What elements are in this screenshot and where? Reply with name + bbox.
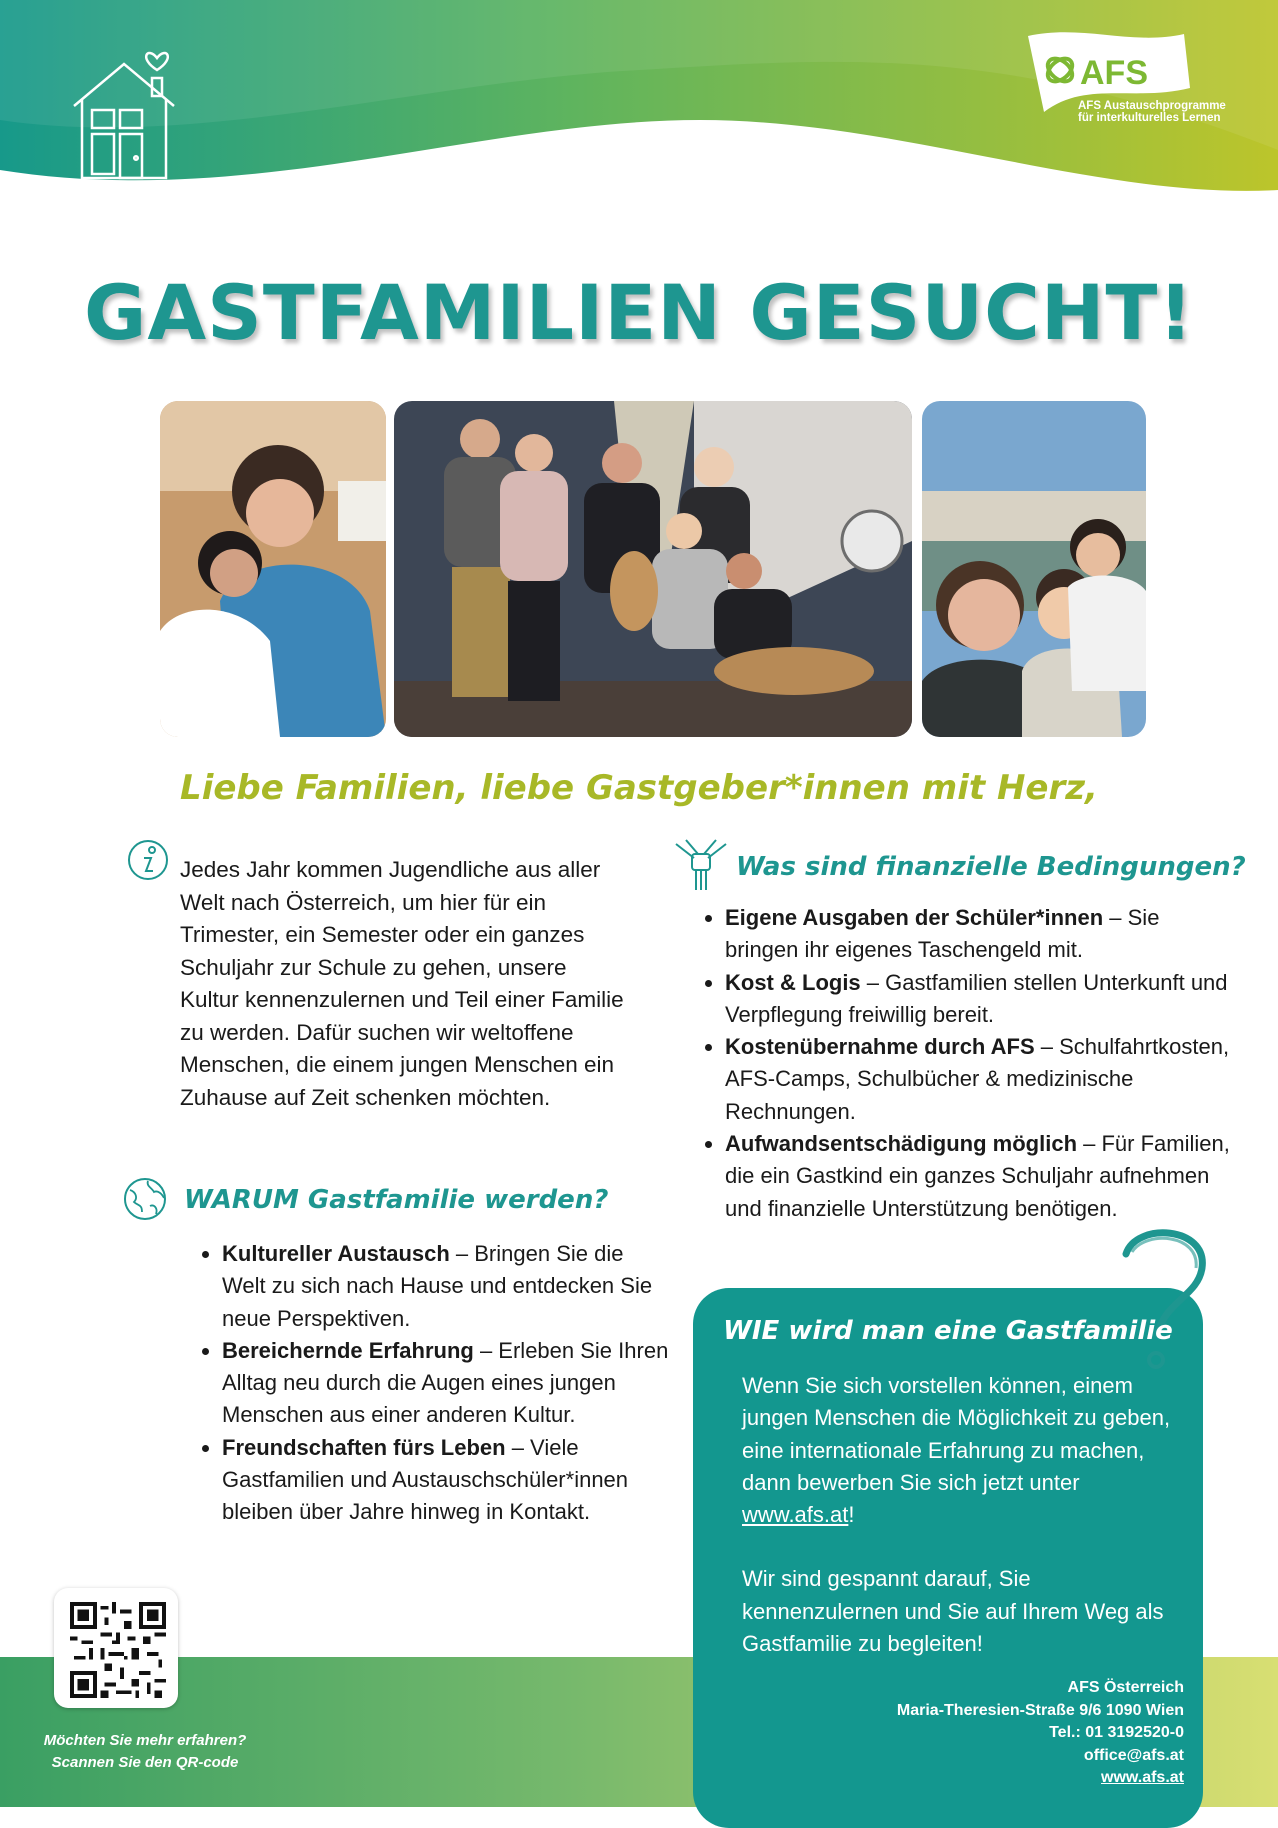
photo-host-family-group bbox=[394, 401, 912, 737]
why-heading: WARUM Gastfamilie werden? bbox=[184, 1185, 609, 1215]
finance-heading: Was sind finanzielle Bedingungen? bbox=[736, 852, 1246, 882]
contact-address: Maria-Theresien-Straße 9/6 1090 Wien bbox=[896, 1701, 1184, 1719]
info-icon bbox=[126, 838, 170, 882]
website-link[interactable]: www.afs.at bbox=[742, 1502, 849, 1528]
question-mark-icon bbox=[1116, 1226, 1212, 1376]
list-item: • Bereichernde Erfahrung – Erleben Sie Ihren Alltag neu durch die Augen eines jungen Menschen aus einer anderen Kultur. bbox=[222, 1335, 670, 1432]
hands-together-icon bbox=[672, 836, 730, 892]
contact-phone: Tel.: 01 3192520-0 bbox=[1049, 1724, 1184, 1741]
photo-host-mother-and-student bbox=[160, 401, 386, 737]
globe-icon bbox=[122, 1176, 168, 1222]
list-item: • Eigene Ausgaben der Schüler*innen – Sie bringen ihr eigenes Taschengeld mit. bbox=[725, 902, 1235, 967]
finance-list bbox=[697, 902, 1235, 1225]
list-item: • Freundschaften fürs Leben – Viele Gastfamilien und Austauschschüler*innen bleiben über Jahre hinweg in Kontakt. bbox=[222, 1432, 670, 1529]
how-text bbox=[742, 1370, 1172, 1692]
contact-email[interactable]: office@afs.at bbox=[1083, 1746, 1184, 1764]
list-item: • Kultureller Austausch – Bringen Sie die Welt zu sich nach Hause und entdecken Sie neue Perspektiven. bbox=[222, 1238, 670, 1335]
house-heart-icon bbox=[68, 40, 180, 180]
list-item: • Kostenübernahme durch AFS – Schulfahrtkosten, AFS-Camps, Schulbücher & medizinische Rechnungen. bbox=[725, 1031, 1235, 1128]
intro-paragraph: Jedes Jahr kommen Jugendliche aus aller Welt nach Österreich, um hier für ein Trimester, ein Semester oder ein ganzes Schuljahr zur Schule zu gehen, unsere Kultur kennenzulernen und Teil einer Familie zu werden. Dafür suchen wir weltoffene Menschen, die einem jungen Menschen ein Zuhause auf Zeit schenken möchten. bbox=[180, 857, 624, 1110]
qr-card[interactable] bbox=[54, 1588, 178, 1708]
why-list bbox=[194, 1238, 670, 1529]
logo-tagline-1: AFS Austauschprogramme bbox=[1078, 100, 1226, 112]
greeting-heading: Liebe Familien, liebe Gastgeber*innen mit Herz, bbox=[180, 768, 1098, 808]
photo-selfie-in-city bbox=[922, 401, 1146, 737]
list-item: • Kost & Logis – Gastfamilien stellen Unterkunft und Verpflegung freiwillig bereit. bbox=[725, 967, 1235, 1032]
contact-web-link[interactable]: www.afs.at bbox=[1101, 1769, 1184, 1786]
how-paragraph-2: Wir sind gespannt darauf, Sie kennenzulernen und Sie auf Ihrem Weg als Gastfamilie zu begleiten! bbox=[742, 1566, 1164, 1657]
qr-code-icon[interactable] bbox=[70, 1602, 166, 1698]
qr-caption: Möchten Sie mehr erfahren? Scannen Sie den QR-code bbox=[43, 1732, 247, 1771]
how-paragraph-1: Wenn Sie sich vorstellen können, einem jungen Menschen die Möglichkeit zu geben, eine internationale Erfahrung zu machen, dann bewerben Sie sich jetzt unter www.afs.at! bbox=[742, 1373, 1171, 1528]
page-title: GASTFAMILIEN GESUCHT! bbox=[83, 268, 1194, 357]
afs-logo bbox=[1022, 28, 1258, 136]
how-heading: WIE wird man eine Gastfamilie bbox=[723, 1316, 1173, 1346]
logo-tagline-2: für interkulturelles Lernen bbox=[1078, 112, 1221, 124]
list-item: • Aufwandsentschädigung möglich – Für Familien, die ein Gastkind ein ganzes Schuljahr aufnehmen und finanzielle Unterstützung benötigen. bbox=[725, 1128, 1235, 1225]
contact-org: AFS Österreich bbox=[1067, 1679, 1184, 1696]
contact-block bbox=[760, 1677, 1184, 1790]
svg-text:AFS: AFS bbox=[1080, 54, 1148, 92]
